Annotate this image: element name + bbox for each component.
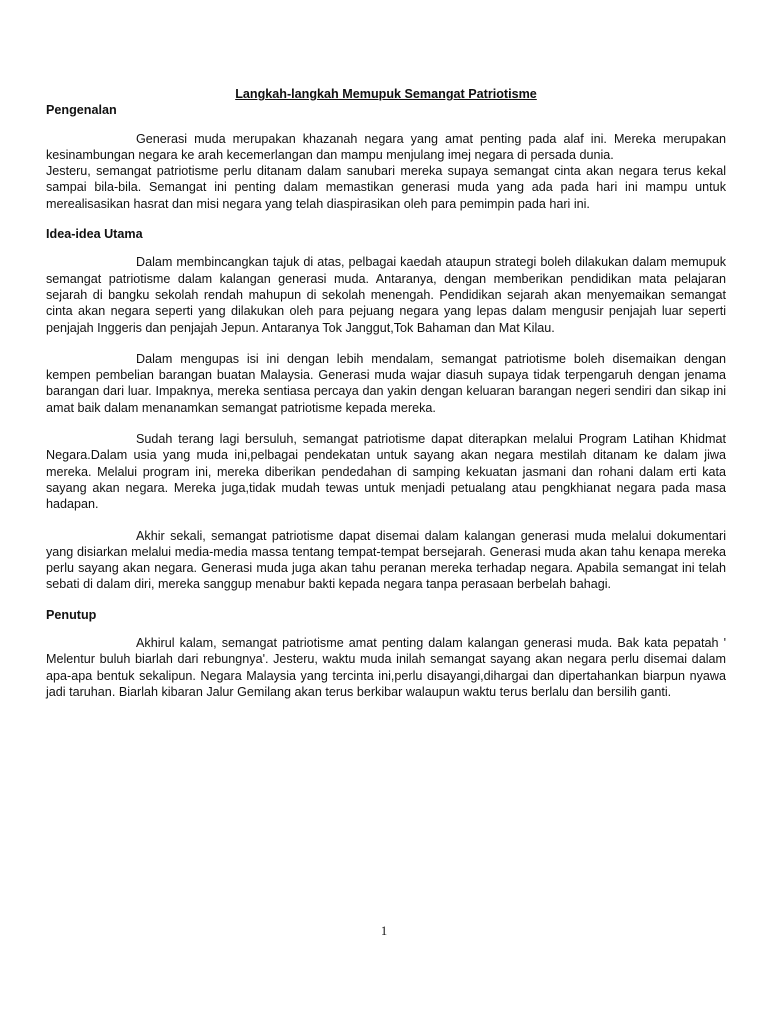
paragraph-idea-1: Dalam membincangkan tajuk di atas, pelbagai kaedah ataupun strategi boleh dilakukan dalam memupuk semangat patriotisme dalam kalangan generasi muda. Antaranya, dengan memberikan pendidikan mata pelajaran sejarah di bangku sekolah rendah mahupun di sekolah menengah. Pendidikan sejarah akan menyemaikan semangat cinta akan negara seperti yang dilakukan oleh para pejuang negara yang lepas dalam mengusir penjajah luar seperti penjajah Inggeris dan penjajah Jepun. Antaranya Tok Janggut,Tok Bahaman dan Mat Kilau. [46, 255, 726, 335]
paragraph-idea-4: Akhir sekali, semangat patriotisme dapat disemai dalam kalangan generasi muda melalui dokumentari yang disiarkan melalui media-media massa tentang tempat-tempat bersejarah. Generasi muda akan tahu kenapa mereka perlu sayang akan negara. Generasi muda juga akan tahu peranan mereka terhadap negara. Apabila semangat ini telah sebati di dalam diri, mereka sanggup menabur bakti kepada negara tanpa perasaan berbelah bahagi. [46, 528, 726, 592]
page-number: 1 [380, 924, 388, 938]
document-body [46, 86, 726, 700]
paragraph-pengenalan-2: Jesteru, semangat patriotisme perlu ditanam dalam sanubari mereka supaya semangat cinta akan negara terus kekal sampai bila-bila. Semangat ini penting dalam memastikan generasi muda yang ada pada hari ini mampu untuk merealisasikan hasrat dan misi negara yang telah diaspirasikan oleh para pemimpin pada hari ini. [46, 164, 726, 211]
paragraph-idea-3: Sudah terang lagi bersuluh, semangat patriotisme dapat diterapkan melalui Program Latihan Khidmat Negara.Dalam usia yang muda ini,pelbagai pendekatan untuk sayang akan negara mestilah ditanam ke dalam jiwa mereka. Melalui program ini, mereka diberikan pendedahan di samping kekuatan jasmani dan rohani dalam erti kata sayang akan negara. Mereka juga,tidak mudah tewas untuk menjadi petualang atau pengkhianat negara pada masa hadapan. [46, 432, 726, 512]
paragraph-pengenalan-1: Generasi muda merupakan khazanah negara yang amat penting pada alaf ini. Mereka merupakan kesinambungan negara ke arah kecemerlangan dan mampu menjulang imej negara di persada dunia. [46, 131, 726, 162]
section-heading-penutup: Penutup [46, 607, 97, 622]
section-heading-idea-utama: Idea-idea Utama [46, 227, 143, 242]
paragraph-idea-2: Dalam mengupas isi ini dengan lebih mendalam, semangat patriotisme boleh disemaikan dengan kempen pembelian barangan buatan Malaysia. Generasi muda wajar diasuh supaya tidak terpengaruh dengan jenama barangan dari luar. Impaknya, mereka sentiasa percaya dan yakin dengan keluaran barangan negeri sendiri dan sikap ini amat baik dalam menanamkan semangat patriotisme kepada mereka. [46, 351, 726, 415]
document-title: Langkah-langkah Memupuk Semangat Patriotisme [235, 87, 537, 101]
paragraph-penutup-1: Akhirul kalam, semangat patriotisme amat penting dalam kalangan generasi muda. Bak kata pepatah ' Melentur buluh biarlah dari rebungnya'. Jesteru, waktu muda inilah semangat sayang akan negara perlu disemai dalam apa-apa bentuk sekalipun. Negara Malaysia yang tercinta ini,perlu disayangi,dihargai dan dipertahankan biarpun nyawa jadi taruhan. Biarlah kibaran Jalur Gemilang akan terus berkibar walaupun waktu terus berlalu dan bersilih ganti. [46, 636, 726, 699]
section-heading-pengenalan: Pengenalan [46, 103, 117, 118]
